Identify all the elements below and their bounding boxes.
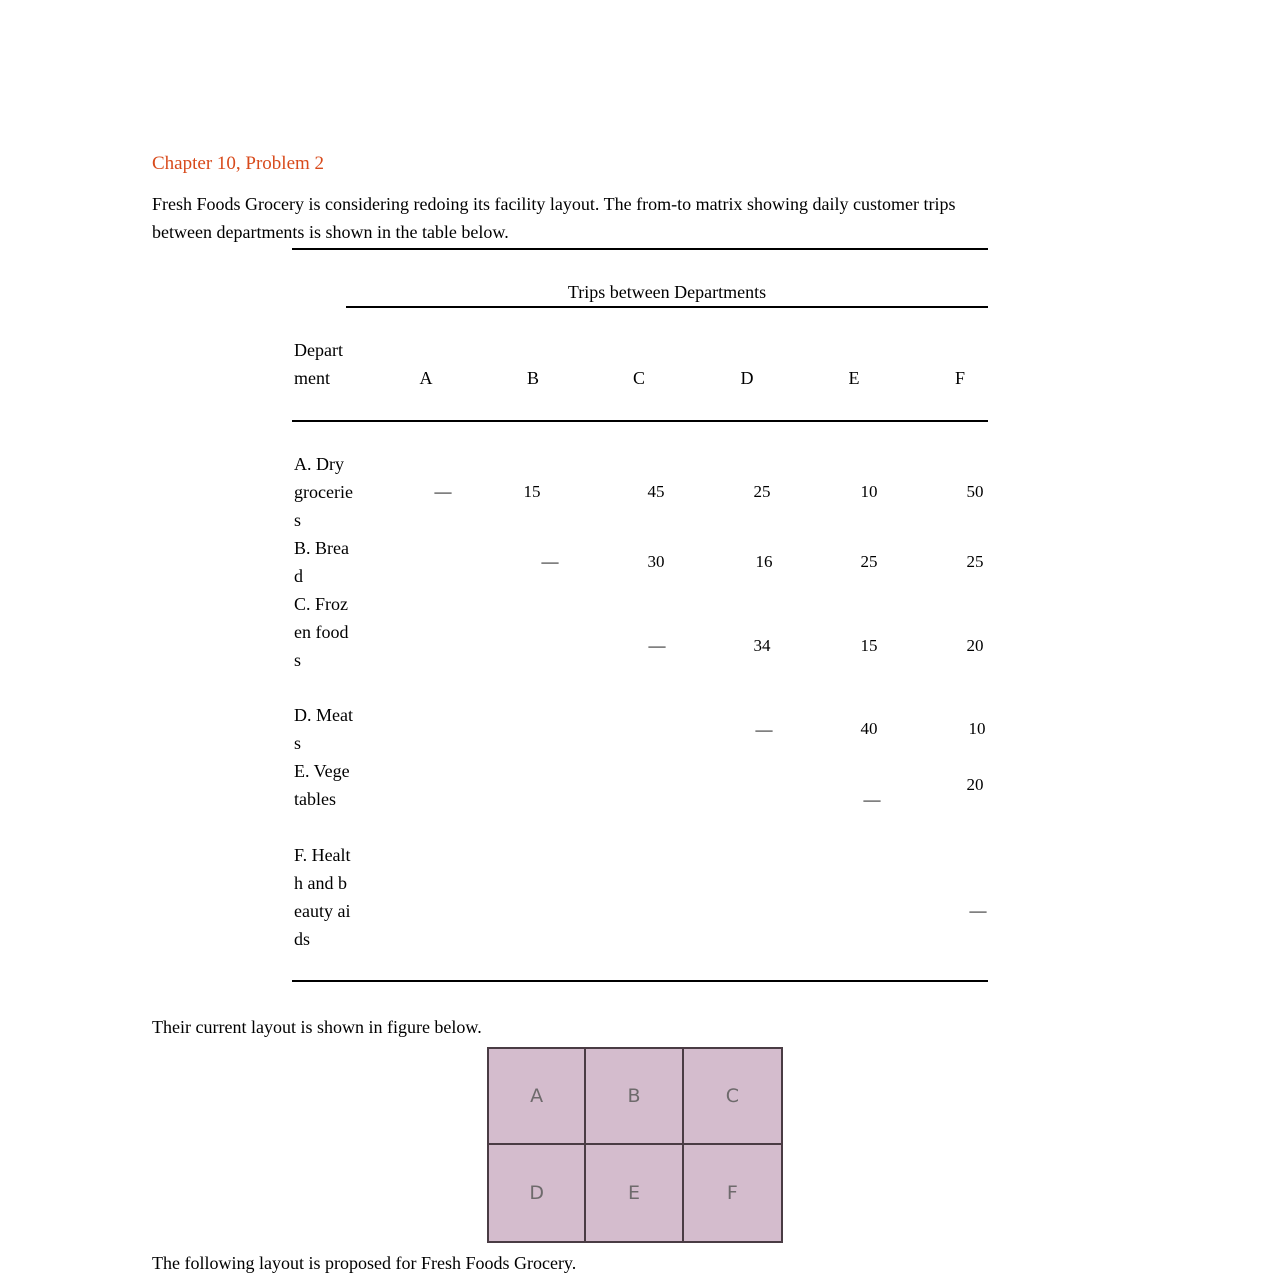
header-rule bbox=[292, 420, 988, 422]
table-top-rule bbox=[292, 248, 988, 250]
column-header-a: A bbox=[419, 368, 433, 388]
layout-cell-f: F bbox=[726, 1182, 738, 1204]
column-header-c: C bbox=[632, 368, 645, 388]
cell-c-e: 15 bbox=[860, 636, 878, 655]
cell-a-d: 25 bbox=[753, 482, 771, 501]
table-bottom-rule bbox=[292, 980, 988, 982]
cell-c-d: 34 bbox=[753, 636, 771, 655]
cell-e-e: — bbox=[863, 790, 881, 809]
department-column-header: Department bbox=[294, 340, 343, 388]
row-label-a: A. Dry groceries bbox=[294, 454, 353, 530]
cell-d-f: 10 bbox=[968, 719, 986, 738]
cell-a-f: 50 bbox=[966, 482, 984, 501]
column-header-d: D bbox=[740, 368, 754, 388]
cell-f-f: — bbox=[969, 901, 987, 920]
current-layout-caption: Their current layout is shown in figure below. bbox=[152, 1017, 482, 1037]
page-heading: Chapter 10, Problem 2 bbox=[152, 153, 325, 174]
cell-b-c: 30 bbox=[647, 552, 665, 571]
layout-cell-b: B bbox=[586, 1049, 683, 1145]
layout-cell-a: A bbox=[489, 1049, 586, 1145]
cell-b-e: 25 bbox=[860, 552, 878, 571]
column-header-f: F bbox=[954, 368, 965, 388]
cell-d-e: 40 bbox=[860, 719, 878, 738]
cell-d-d: — bbox=[755, 720, 773, 739]
cell-b-b: — bbox=[541, 552, 559, 571]
row-label-b: B. Bread bbox=[294, 538, 349, 586]
current-layout-figure bbox=[487, 1047, 783, 1243]
caption-rule bbox=[346, 306, 988, 308]
cell-a-b: 15 bbox=[523, 482, 541, 501]
row-label-c: C. Frozen foods bbox=[294, 594, 349, 670]
cell-b-d: 16 bbox=[755, 552, 773, 571]
row-label-e: E. Vegetables bbox=[294, 761, 350, 809]
cell-e-f: 20 bbox=[966, 775, 984, 794]
cell-c-f: 20 bbox=[966, 636, 984, 655]
intro-paragraph: Fresh Foods Grocery is considering redoing its facility layout. The from-to matrix showing daily customer trips between departments is shown in the table below. bbox=[152, 194, 956, 242]
cell-b-f: 25 bbox=[966, 552, 984, 571]
cell-a-e: 10 bbox=[860, 482, 878, 501]
layout-cell-c: C bbox=[684, 1049, 781, 1145]
cell-c-c: — bbox=[648, 636, 666, 655]
column-header-b: B bbox=[526, 368, 539, 388]
layout-cell-d: D bbox=[489, 1145, 586, 1241]
row-label-f: F. Health and beauty aids bbox=[294, 845, 351, 949]
row-label-d: D. Meats bbox=[294, 705, 353, 753]
layout-cell-e: E bbox=[586, 1145, 683, 1241]
table-caption: Trips between Departments bbox=[567, 282, 767, 302]
proposed-layout-caption: The following layout is proposed for Fresh Foods Grocery. bbox=[152, 1253, 577, 1273]
cell-a-a: — bbox=[434, 482, 452, 501]
cell-a-c: 45 bbox=[647, 482, 665, 501]
column-header-e: E bbox=[848, 368, 860, 388]
